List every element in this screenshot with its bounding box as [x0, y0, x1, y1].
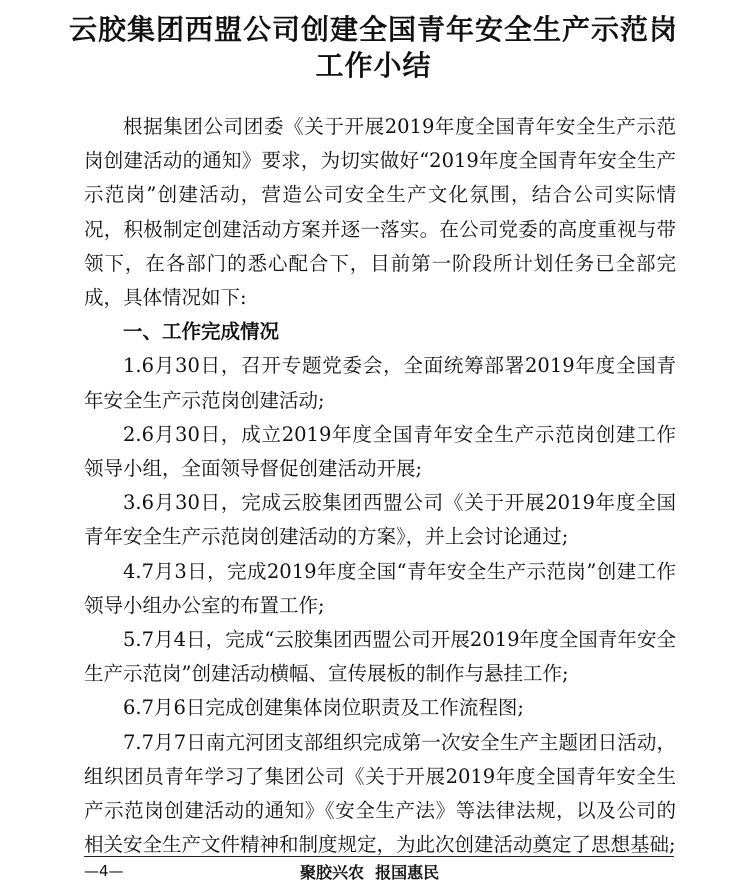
list-item: 3.6月30日，完成云胶集团西盟公司《关于开展2019年度全国青年安全生产示范岗创建活动的方案》，并上会讨论通过; [84, 491, 676, 549]
document-body [84, 110, 676, 862]
document-title-line2: 工作小结 [315, 49, 432, 82]
footer-divider [84, 856, 674, 857]
list-item: 7.7月7日南亢河团支部组织完成第一次安全生产主题团日活动，组织团员青年学习了集团公司《关于开展2019年度全国青年安全生产示范岗创建活动的通知》《安全生产法》等法律法规，以及公司的相关安全生产文件精神和制度规定，为此次创建活动奠定了思想基础; [84, 730, 676, 857]
list-item: 4.7月3日，完成2019年度全国“青年安全生产示范岗”创建工作领导小组办公室的布置工作; [84, 559, 676, 617]
list-item: 6.7月6日完成创建集体岗位职责及工作流程图; [123, 696, 524, 720]
footer-motto: 聚胶兴农 报国惠民 [300, 863, 440, 882]
intro-paragraph: 根据集团公司团委《关于开展2019年度全国青年安全生产示范岗创建活动的通知》要求，为切实做好“2019年度全国青年安全生产示范岗”创建活动，营造公司安全生产文化氛围，结合公司实际情况，积极制定创建活动方案并逐一落实。在公司党委的高度重视与带领下，在各部门的悉心配合下，目前第一阶段所计划任务已全部完成，具体情况如下: [84, 115, 676, 310]
document-title: 云胶集团西盟公司创建全国青年安全生产示范岗 [68, 13, 678, 46]
list-item: 5.7月4日，完成“云胶集团西盟公司开展2019年度全国青年安全生产示范岗”创建活动横幅、宣传展板的制作与悬挂工作; [84, 628, 676, 686]
section-heading: 一、工作完成情况 [123, 320, 280, 344]
page-number: —4— [84, 862, 124, 880]
list-item: 1.6月30日，召开专题党委会，全面统筹部署2019年度全国青年安全生产示范岗创建活动; [84, 354, 676, 412]
list-item: 2.6月30日，成立2019年度全国青年安全生产示范岗创建工作领导小组，全面领导督促创建活动开展; [84, 422, 676, 481]
